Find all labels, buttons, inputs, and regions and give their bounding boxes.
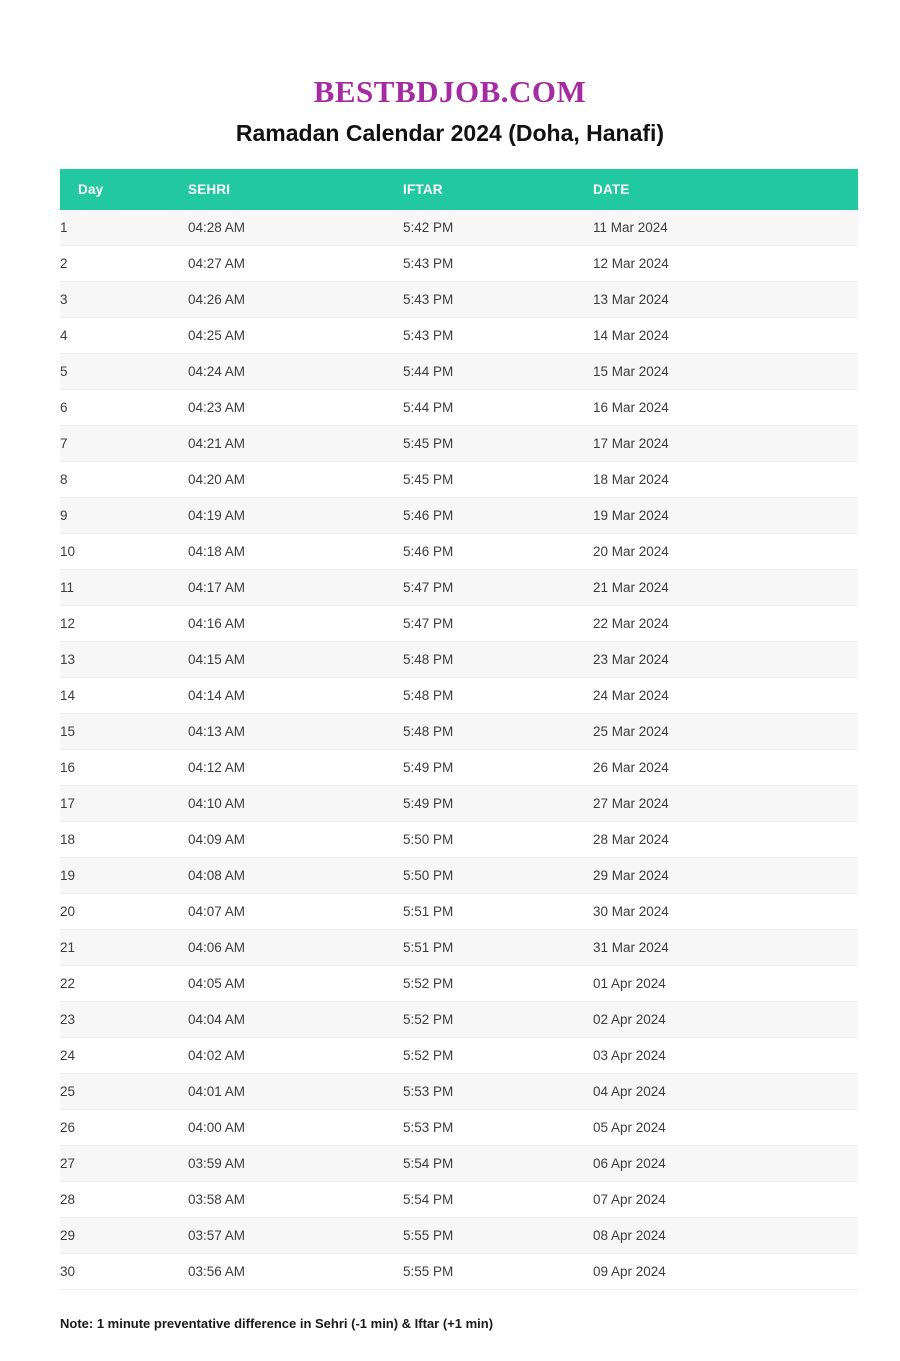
cell-iftar: 5:45 PM bbox=[403, 462, 593, 498]
cell-iftar: 5:54 PM bbox=[403, 1182, 593, 1218]
cell-day: 5 bbox=[60, 354, 188, 390]
cell-sehri: 04:07 AM bbox=[188, 894, 403, 930]
cell-sehri: 04:14 AM bbox=[188, 678, 403, 714]
table-row bbox=[60, 1074, 858, 1110]
page-title: Ramadan Calendar 2024 (Doha, Hanafi) bbox=[235, 120, 665, 146]
cell-iftar: 5:43 PM bbox=[403, 282, 593, 318]
cell-iftar: 5:52 PM bbox=[403, 966, 593, 1002]
cell-day: 8 bbox=[60, 462, 188, 498]
cell-day: 1 bbox=[60, 210, 188, 246]
cell-date: 21 Mar 2024 bbox=[593, 570, 858, 606]
cell-iftar: 5:53 PM bbox=[403, 1110, 593, 1146]
cell-date: 06 Apr 2024 bbox=[593, 1146, 858, 1182]
cell-date: 12 Mar 2024 bbox=[593, 246, 858, 282]
cell-day: 17 bbox=[60, 786, 188, 822]
cell-date: 31 Mar 2024 bbox=[593, 930, 858, 966]
cell-day: 4 bbox=[60, 318, 188, 354]
cell-date: 20 Mar 2024 bbox=[593, 534, 858, 570]
cell-day: 3 bbox=[60, 282, 188, 318]
cell-iftar: 5:43 PM bbox=[403, 318, 593, 354]
cell-sehri: 04:08 AM bbox=[188, 858, 403, 894]
cell-day: 9 bbox=[60, 498, 188, 534]
cell-date: 17 Mar 2024 bbox=[593, 426, 858, 462]
cell-day: 15 bbox=[60, 714, 188, 750]
cell-day: 29 bbox=[60, 1218, 188, 1254]
table-row bbox=[60, 966, 858, 1002]
cell-iftar: 5:42 PM bbox=[403, 210, 593, 246]
cell-day: 14 bbox=[60, 678, 188, 714]
cell-sehri: 04:25 AM bbox=[188, 318, 403, 354]
cell-iftar: 5:48 PM bbox=[403, 642, 593, 678]
cell-iftar: 5:44 PM bbox=[403, 354, 593, 390]
table-row bbox=[60, 1182, 858, 1218]
cell-date: 22 Mar 2024 bbox=[593, 606, 858, 642]
table-row bbox=[60, 714, 858, 750]
cell-iftar: 5:46 PM bbox=[403, 534, 593, 570]
table-row bbox=[60, 642, 858, 678]
cell-sehri: 04:13 AM bbox=[188, 714, 403, 750]
table-row bbox=[60, 1254, 858, 1290]
cell-day: 11 bbox=[60, 570, 188, 606]
cell-sehri: 04:05 AM bbox=[188, 966, 403, 1002]
cell-sehri: 03:59 AM bbox=[188, 1146, 403, 1182]
cell-sehri: 04:12 AM bbox=[188, 750, 403, 786]
cell-day: 23 bbox=[60, 1002, 188, 1038]
cell-sehri: 04:26 AM bbox=[188, 282, 403, 318]
cell-day: 13 bbox=[60, 642, 188, 678]
footnote: Note: 1 minute preventative difference in Sehri (-1 min) & Iftar (+1 min) bbox=[60, 1316, 494, 1331]
cell-date: 26 Mar 2024 bbox=[593, 750, 858, 786]
cell-sehri: 04:00 AM bbox=[188, 1110, 403, 1146]
cell-date: 27 Mar 2024 bbox=[593, 786, 858, 822]
table-body bbox=[60, 210, 858, 1290]
cell-iftar: 5:51 PM bbox=[403, 894, 593, 930]
cell-iftar: 5:51 PM bbox=[403, 930, 593, 966]
cell-sehri: 04:04 AM bbox=[188, 1002, 403, 1038]
cell-sehri: 04:20 AM bbox=[188, 462, 403, 498]
cell-date: 30 Mar 2024 bbox=[593, 894, 858, 930]
cell-day: 27 bbox=[60, 1146, 188, 1182]
cell-iftar: 5:52 PM bbox=[403, 1038, 593, 1074]
table-row bbox=[60, 246, 858, 282]
cell-sehri: 04:02 AM bbox=[188, 1038, 403, 1074]
table-header-row bbox=[60, 169, 858, 210]
table-row bbox=[60, 318, 858, 354]
table-row bbox=[60, 1002, 858, 1038]
table-row bbox=[60, 822, 858, 858]
cell-date: 01 Apr 2024 bbox=[593, 966, 858, 1002]
cell-day: 28 bbox=[60, 1182, 188, 1218]
table-row bbox=[60, 462, 858, 498]
table-row bbox=[60, 1146, 858, 1182]
cell-date: 04 Apr 2024 bbox=[593, 1074, 858, 1110]
ramadan-calendar-table bbox=[60, 169, 858, 1290]
column-header-iftar: IFTAR bbox=[403, 169, 593, 210]
table-row bbox=[60, 1110, 858, 1146]
cell-date: 16 Mar 2024 bbox=[593, 390, 858, 426]
cell-day: 25 bbox=[60, 1074, 188, 1110]
cell-date: 05 Apr 2024 bbox=[593, 1110, 858, 1146]
cell-day: 2 bbox=[60, 246, 188, 282]
cell-iftar: 5:49 PM bbox=[403, 750, 593, 786]
cell-sehri: 04:18 AM bbox=[188, 534, 403, 570]
cell-iftar: 5:54 PM bbox=[403, 1146, 593, 1182]
table-row bbox=[60, 534, 858, 570]
cell-sehri: 03:57 AM bbox=[188, 1218, 403, 1254]
cell-sehri: 03:58 AM bbox=[188, 1182, 403, 1218]
cell-iftar: 5:50 PM bbox=[403, 858, 593, 894]
cell-date: 03 Apr 2024 bbox=[593, 1038, 858, 1074]
cell-iftar: 5:43 PM bbox=[403, 246, 593, 282]
cell-date: 24 Mar 2024 bbox=[593, 678, 858, 714]
cell-iftar: 5:47 PM bbox=[403, 570, 593, 606]
cell-sehri: 04:10 AM bbox=[188, 786, 403, 822]
site-brand: BESTBDJOB.COM bbox=[313, 74, 587, 109]
table-row bbox=[60, 750, 858, 786]
table-row bbox=[60, 498, 858, 534]
cell-date: 09 Apr 2024 bbox=[593, 1254, 858, 1290]
cell-sehri: 04:09 AM bbox=[188, 822, 403, 858]
cell-sehri: 04:28 AM bbox=[188, 210, 403, 246]
table-row bbox=[60, 606, 858, 642]
cell-date: 28 Mar 2024 bbox=[593, 822, 858, 858]
cell-sehri: 04:27 AM bbox=[188, 246, 403, 282]
cell-day: 21 bbox=[60, 930, 188, 966]
cell-date: 25 Mar 2024 bbox=[593, 714, 858, 750]
cell-day: 22 bbox=[60, 966, 188, 1002]
table-row bbox=[60, 858, 858, 894]
cell-iftar: 5:47 PM bbox=[403, 606, 593, 642]
table-header bbox=[60, 169, 858, 210]
table-row bbox=[60, 894, 858, 930]
cell-day: 16 bbox=[60, 750, 188, 786]
cell-date: 19 Mar 2024 bbox=[593, 498, 858, 534]
cell-date: 18 Mar 2024 bbox=[593, 462, 858, 498]
table-row bbox=[60, 930, 858, 966]
cell-day: 24 bbox=[60, 1038, 188, 1074]
cell-day: 19 bbox=[60, 858, 188, 894]
cell-sehri: 03:56 AM bbox=[188, 1254, 403, 1290]
column-header-date: DATE bbox=[593, 169, 858, 210]
column-header-sehri: SEHRI bbox=[188, 169, 403, 210]
cell-iftar: 5:48 PM bbox=[403, 714, 593, 750]
table-row bbox=[60, 786, 858, 822]
cell-day: 20 bbox=[60, 894, 188, 930]
cell-day: 6 bbox=[60, 390, 188, 426]
cell-sehri: 04:21 AM bbox=[188, 426, 403, 462]
cell-date: 11 Mar 2024 bbox=[593, 210, 858, 246]
cell-iftar: 5:53 PM bbox=[403, 1074, 593, 1110]
cell-day: 30 bbox=[60, 1254, 188, 1290]
cell-date: 15 Mar 2024 bbox=[593, 354, 858, 390]
cell-iftar: 5:45 PM bbox=[403, 426, 593, 462]
cell-iftar: 5:44 PM bbox=[403, 390, 593, 426]
cell-sehri: 04:19 AM bbox=[188, 498, 403, 534]
cell-iftar: 5:49 PM bbox=[403, 786, 593, 822]
cell-date: 13 Mar 2024 bbox=[593, 282, 858, 318]
cell-day: 18 bbox=[60, 822, 188, 858]
cell-day: 26 bbox=[60, 1110, 188, 1146]
cell-sehri: 04:16 AM bbox=[188, 606, 403, 642]
cell-sehri: 04:06 AM bbox=[188, 930, 403, 966]
table-row bbox=[60, 210, 858, 246]
table-row bbox=[60, 678, 858, 714]
table-row bbox=[60, 354, 858, 390]
table-row bbox=[60, 426, 858, 462]
cell-date: 23 Mar 2024 bbox=[593, 642, 858, 678]
cell-day: 10 bbox=[60, 534, 188, 570]
cell-iftar: 5:50 PM bbox=[403, 822, 593, 858]
cell-sehri: 04:24 AM bbox=[188, 354, 403, 390]
table-row bbox=[60, 390, 858, 426]
cell-date: 08 Apr 2024 bbox=[593, 1218, 858, 1254]
table-row bbox=[60, 570, 858, 606]
table-row bbox=[60, 1218, 858, 1254]
table-row bbox=[60, 282, 858, 318]
cell-date: 07 Apr 2024 bbox=[593, 1182, 858, 1218]
column-header-day: Day bbox=[60, 169, 188, 210]
cell-sehri: 04:23 AM bbox=[188, 390, 403, 426]
cell-date: 14 Mar 2024 bbox=[593, 318, 858, 354]
cell-day: 12 bbox=[60, 606, 188, 642]
cell-date: 29 Mar 2024 bbox=[593, 858, 858, 894]
cell-iftar: 5:48 PM bbox=[403, 678, 593, 714]
cell-iftar: 5:52 PM bbox=[403, 1002, 593, 1038]
cell-date: 02 Apr 2024 bbox=[593, 1002, 858, 1038]
cell-iftar: 5:55 PM bbox=[403, 1218, 593, 1254]
cell-day: 7 bbox=[60, 426, 188, 462]
cell-sehri: 04:17 AM bbox=[188, 570, 403, 606]
cell-sehri: 04:15 AM bbox=[188, 642, 403, 678]
cell-iftar: 5:55 PM bbox=[403, 1254, 593, 1290]
cell-iftar: 5:46 PM bbox=[403, 498, 593, 534]
cell-sehri: 04:01 AM bbox=[188, 1074, 403, 1110]
table-row bbox=[60, 1038, 858, 1074]
